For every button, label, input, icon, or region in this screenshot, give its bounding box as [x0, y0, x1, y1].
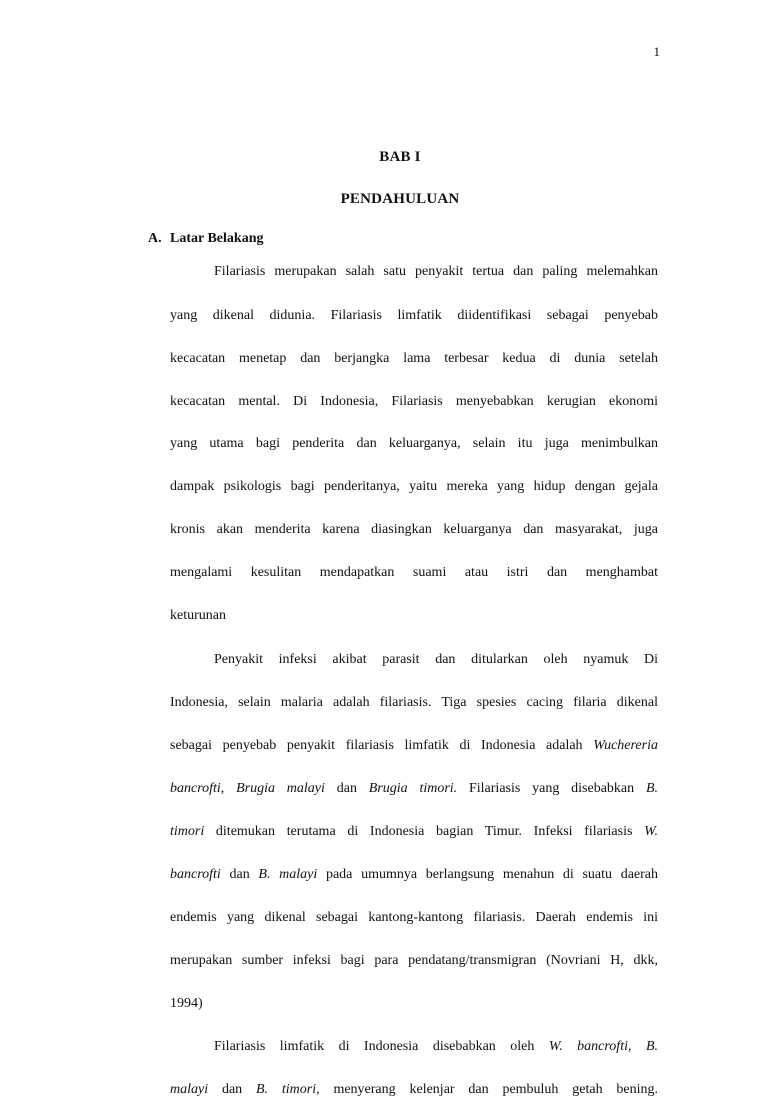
paragraph-line: kecacatan mental. Di Indonesia, Filariasis menyebabkan kerugian ekonomi — [170, 394, 658, 409]
species-name: Brugia timori. — [368, 781, 458, 796]
paragraph-line — [214, 1038, 658, 1056]
paragraph-line — [170, 780, 658, 798]
species-name: Wuchereria — [593, 738, 658, 753]
page-number: 1 — [653, 44, 660, 59]
paragraph-line: merupakan sumber infeksi bagi para pendatang/transmigran (Novriani H, dkk, — [170, 953, 658, 968]
paragraph-line: 1994) — [170, 996, 203, 1011]
text-span: pada umumnya berlangsung menahun di suatu daerah — [317, 867, 659, 882]
species-name: B. malayi — [258, 867, 318, 882]
text-span: Filariasis limfatik di Indonesia disebabkan oleh — [214, 1039, 549, 1054]
paragraph-line: kronis akan menderita karena diasingkan keluarganya dan masyarakat, juga — [170, 522, 658, 537]
paragraph-line: Filariasis merupakan salah satu penyakit tertua dan paling melemahkan — [214, 264, 658, 279]
text-span: sebagai penyebab penyakit filariasis limfatik di Indonesia adalah — [170, 738, 594, 753]
species-name: W. — [644, 824, 658, 839]
species-name: B. timori, — [256, 1082, 320, 1097]
section-title: Latar Belakang — [170, 231, 264, 246]
paragraph-line — [170, 823, 658, 841]
text-span: dan — [208, 1082, 256, 1097]
text-span: dan — [324, 781, 369, 796]
paragraph-line: yang dikenal didunia. Filariasis limfatik diidentifikasi sebagai penyebab — [170, 308, 658, 323]
chapter-title: PENDAHULUAN — [340, 191, 460, 207]
text-span: dan — [220, 867, 259, 882]
species-name: W. bancrofti, B. — [548, 1039, 658, 1054]
species-name: malayi — [170, 1082, 209, 1097]
species-name: bancrofti — [170, 867, 221, 882]
paragraph-line — [170, 737, 658, 755]
paragraph-line — [170, 866, 658, 884]
species-name: bancrofti, Brugia malayi — [170, 781, 325, 796]
species-name: timori — [170, 824, 205, 839]
paragraph-line: keturunan — [170, 608, 226, 623]
paragraph-line: kecacatan menetap dan berjangka lama terbesar kedua di dunia setelah — [170, 351, 658, 366]
paragraph-line — [170, 1081, 658, 1099]
paragraph-line: Indonesia, selain malaria adalah filariasis. Tiga spesies cacing filaria dikenal — [170, 695, 658, 710]
section-label: A. — [148, 231, 162, 246]
text-span: menyerang kelenjar dan pembuluh getah bening. — [319, 1082, 659, 1097]
text-span: ditemukan terutama di Indonesia bagian Timur. Infeksi filariasis — [204, 824, 645, 839]
paragraph-line: endemis yang dikenal sebagai kantong-kantong filariasis. Daerah endemis ini — [170, 910, 658, 925]
paragraph-line: yang utama bagi penderita dan keluarganya, selain itu juga menimbulkan — [170, 436, 658, 451]
chapter-number: BAB I — [379, 149, 421, 165]
text-span: Filariasis yang disebabkan — [457, 781, 646, 796]
species-name: B. — [645, 781, 658, 796]
paragraph-line: mengalami kesulitan mendapatkan suami atau istri dan menghambat — [170, 565, 658, 580]
section-heading — [148, 231, 263, 247]
paragraph-line: dampak psikologis bagi penderitanya, yaitu mereka yang hidup dengan gejala — [170, 479, 658, 494]
paragraph-line: Penyakit infeksi akibat parasit dan ditularkan oleh nyamuk Di — [214, 652, 658, 667]
